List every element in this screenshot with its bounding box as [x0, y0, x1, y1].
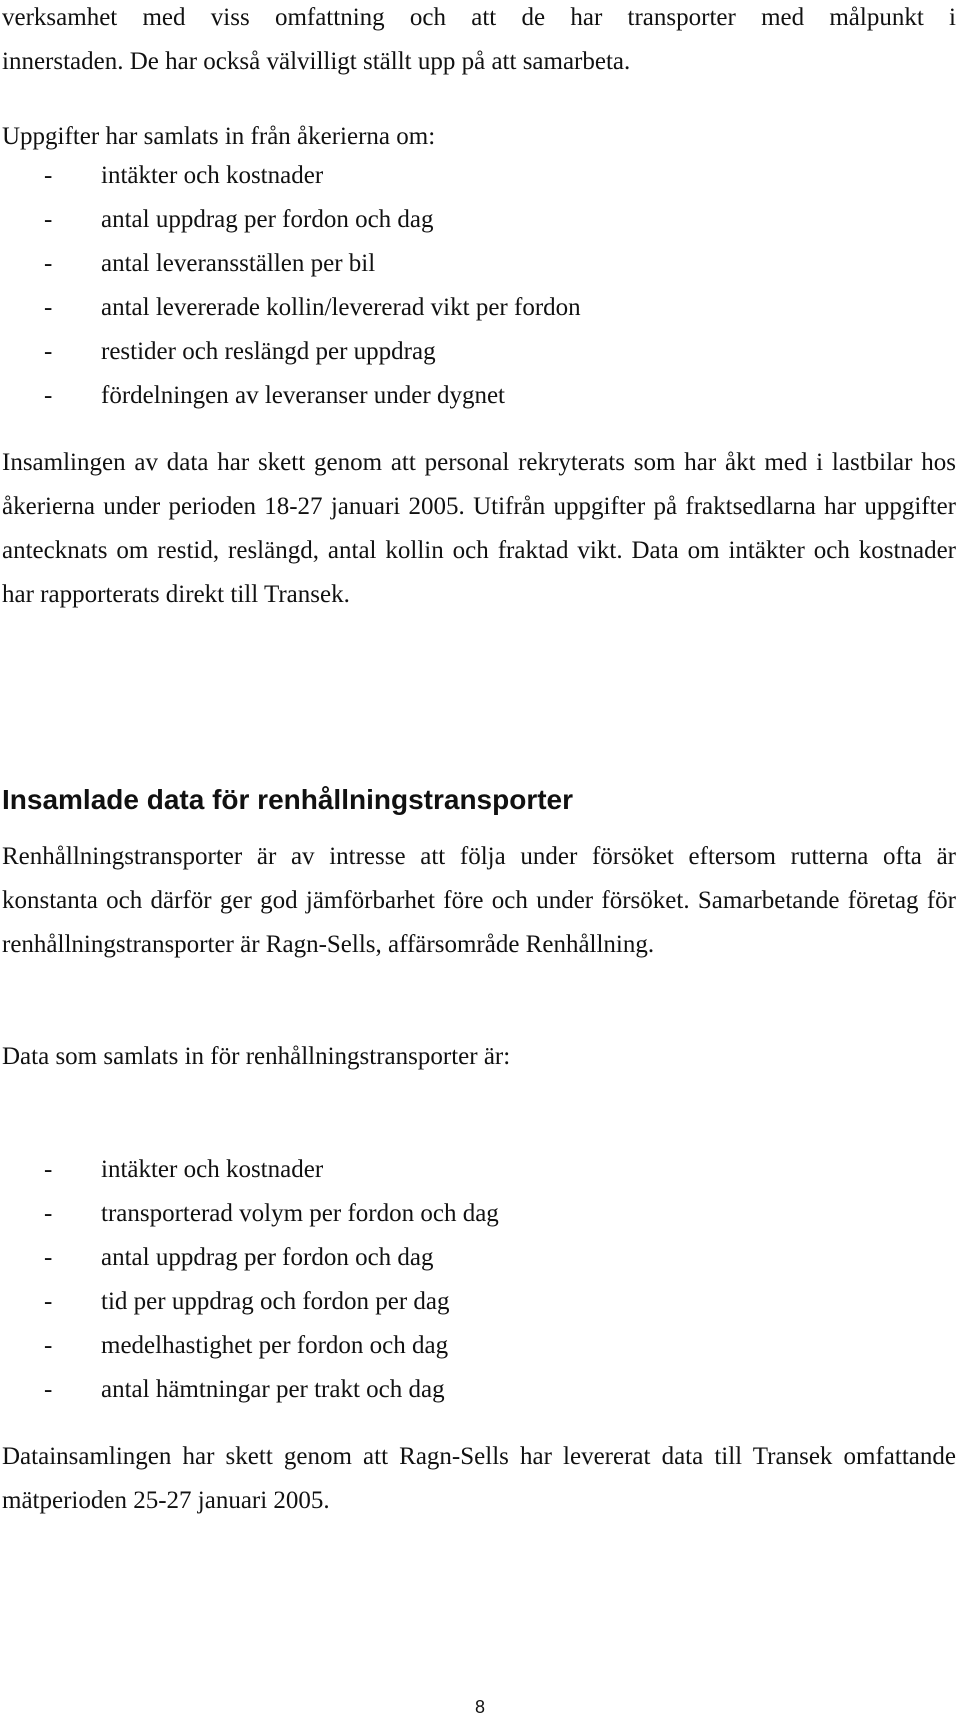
list-item: - antal uppdrag per fordon och dag	[44, 1244, 434, 1271]
list-intro-2: Data som samlats in för renhållningstransporter är:	[2, 1043, 511, 1070]
paragraph-data-collection: Insamlingen av data har skett genom att personal rekryterats som har åkt med i lastbilar hos åkerierna under perioden 18-27 januari 2005. Utifrån uppgifter på fraktsedlarna har uppgifter antecknats om restid, reslängd, antal kollin och fraktad vikt. Data om intäkter och kostnader har rapporterats direkt till Transek.	[2, 449, 956, 608]
list-item: - antal hämtningar per trakt och dag	[44, 1376, 445, 1403]
paragraph-closing: Datainsamlingen har skett genom att Ragn-Sells har levererat data till Transek omfattande mätperioden 25-27 januari 2005.	[2, 1443, 956, 1514]
section-heading: Insamlade data för renhållningstransporter	[2, 784, 574, 815]
list-item: - transporterad volym per fordon och dag	[44, 1200, 499, 1227]
intro-line-2: innerstaden. De har också välvilligt ställt upp på att samarbeta.	[2, 48, 631, 75]
list-item: - intäkter och kostnader	[44, 1156, 324, 1183]
intro-line-1: verksamhet med viss omfattning och att de har transporter med målpunkt i	[2, 4, 956, 31]
paragraph-waste-transport: Renhållningstransporter är av intresse att följa under försöket eftersom rutterna ofta är konstanta och därför ger god jämförbarhet före och under försöket. Samarbetande företag för renhållningstransporter är Ragn-Sells, affärsområde Renhållning.	[2, 843, 956, 958]
list-item: - antal leveransställen per bil	[44, 250, 376, 277]
list-item: - medelhastighet per fordon och dag	[44, 1332, 449, 1359]
list-item: - antal levererade kollin/levererad vikt per fordon	[44, 294, 581, 321]
list-intro-1: Uppgifter har samlats in från åkerierna om:	[2, 123, 436, 150]
list-item: - intäkter och kostnader	[44, 162, 324, 189]
data-list-1	[0, 154, 900, 418]
list-item: - fördelningen av leveranser under dygnet	[44, 382, 506, 409]
list-item: - restider och reslängd per uppdrag	[44, 338, 436, 365]
data-list-2	[0, 1148, 900, 1412]
list-item: - antal uppdrag per fordon och dag	[44, 206, 434, 233]
list-item: - tid per uppdrag och fordon per dag	[44, 1288, 450, 1315]
page-number: 8	[474, 1697, 485, 1717]
